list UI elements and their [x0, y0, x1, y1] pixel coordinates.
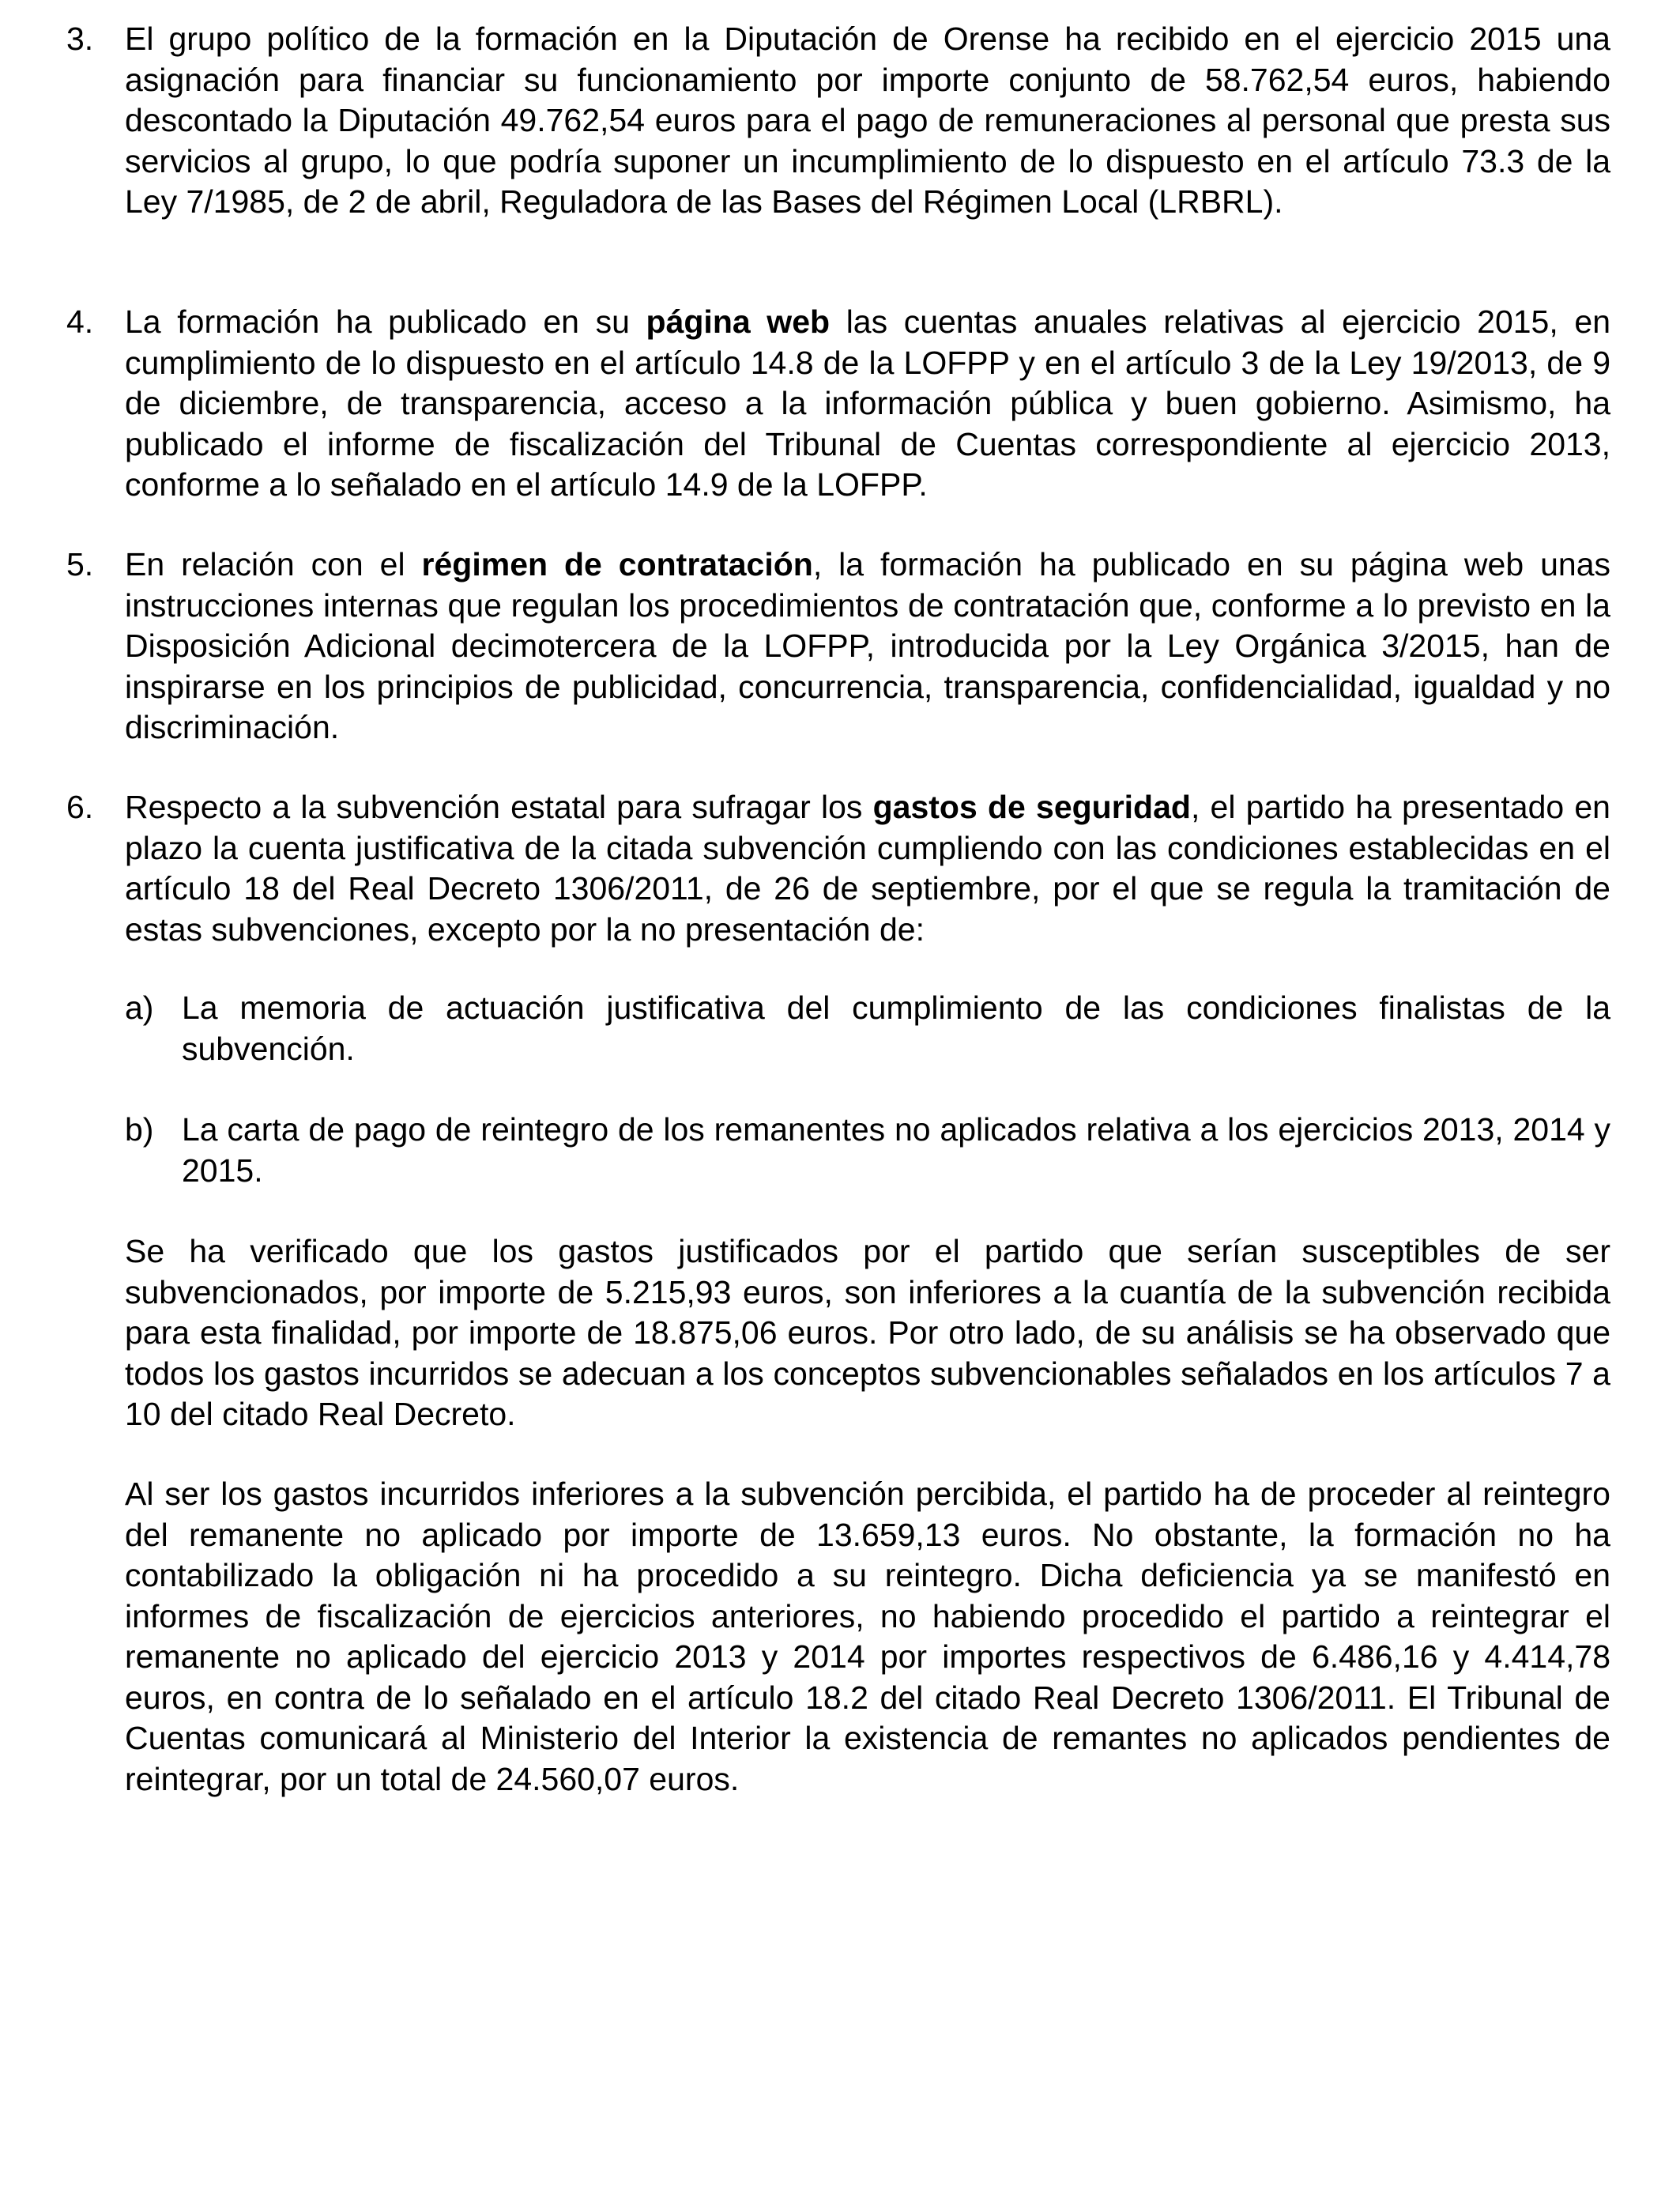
- list-item-text-start: En relación con el: [125, 546, 422, 582]
- body-paragraph: Se ha verificado que los gastos justificados por el partido que serían susceptibles de ser subvencionados, por importe de 5.215,93 euros, son inferiores a la cuantía de la subvención recibida para esta finalidad, por importe de 18.875,06 euros. Por otro lado, de su análisis se ha observado que todos los gastos incurridos se adecuan a los conceptos subvencionables señalados en los artículos 7 a 10 del citado Real Decreto.: [125, 1233, 1610, 1432]
- list-item-bold-term: página web: [646, 303, 831, 340]
- sub-item-a: [125, 988, 1610, 1069]
- list-item-text-end: , la formación ha publicado en su página web unas instrucciones internas que regulan los procedimientos de contratación que, conforme a lo previsto en la Disposición Adicional decimotercera de la LOFPP, introducida por la Ley Orgánica 3/2015, han de inspirarse en los principios de publicidad, concurrencia, transparencia, confidencialidad, igualdad y no discriminación.: [125, 546, 1610, 745]
- list-item-number: 3.: [66, 21, 94, 57]
- list-item-number: 5.: [66, 546, 94, 582]
- sub-item-text: La carta de pago de reintegro de los remanentes no aplicados relativa a los ejercicios 2013, 2014 y 2015.: [182, 1111, 1610, 1189]
- list-item-6: [66, 787, 1610, 950]
- list-item-text-start: La formación ha publicado en su: [125, 303, 646, 340]
- sub-item-letter: a): [125, 990, 154, 1026]
- list-item-5: [66, 545, 1610, 748]
- sub-item-letter: b): [125, 1111, 154, 1148]
- list-item-text-end: , el partido ha presentado en plazo la cuenta justificativa de la citada subvención cumpliendo con las condiciones establecidas en el artículo 18 del Real Decreto 1306/2011, de 26 de septiembre, por el que se regula la tramitación de estas subvenciones, excepto por la no presentación de:: [125, 789, 1610, 948]
- list-item-text-start: Respecto a la subvención estatal para sufragar los: [125, 789, 873, 825]
- list-item-text-end: las cuentas anuales relativas al ejercicio 2015, en cumplimiento de lo dispuesto en el artículo 14.8 de la LOFPP y en el artículo 3 de la Ley 19/2013, de 9 de diciembre, de transparencia, acceso a la información pública y buen gobierno. Asimismo, ha publicado el informe de fiscalización del Tribunal de Cuentas correspondiente al ejercicio 2013, conforme a lo señalado en el artículo 14.9 de la LOFPP.: [125, 303, 1610, 503]
- sub-item-text: La memoria de actuación justificativa del cumplimiento de las condiciones finalistas de la subvención.: [182, 990, 1610, 1067]
- list-item-bold-term: régimen de contratación: [421, 546, 813, 582]
- list-item-3: [66, 19, 1610, 223]
- list-item-number: 6.: [66, 789, 94, 825]
- list-item-number: 4.: [66, 303, 94, 340]
- list-item-4: [66, 302, 1610, 506]
- list-item-text: El grupo político de la formación en la Diputación de Orense ha recibido en el ejercicio 2015 una asignación para financiar su funcionamiento por importe conjunto de 58.762,54 euros, habiendo descontado la Diputación 49.762,54 euros para el pago de remuneraciones al personal que presta sus servicios al grupo, lo que podría suponer un incumplimiento de lo dispuesto en el artículo 73.3 de la Ley 7/1985, de 2 de abril, Reguladora de las Bases del Régimen Local (LRBRL).: [125, 21, 1610, 220]
- sub-item-b: [125, 1110, 1610, 1191]
- body-paragraph: Al ser los gastos incurridos inferiores a la subvención percibida, el partido ha de proceder al reintegro del remanente no aplicado por importe de 13.659,13 euros. No obstante, la formación no ha contabilizado la obligación ni ha procedido a su reintegro. Dicha deficiencia ya se manifestó en informes de fiscalización de ejercicios anteriores, no habiendo procedido el partido a reintegrar el remanente no aplicado del ejercicio 2013 y 2014 por importes respectivos de 6.486,16 y 4.414,78 euros, en contra de lo señalado en el artículo 18.2 del citado Real Decreto 1306/2011. El Tribunal de Cuentas comunicará al Ministerio del Interior la existencia de remantes no aplicados pendientes de reintegrar, por un total de 24.560,07 euros.: [125, 1476, 1610, 1797]
- list-item-bold-term: gastos de seguridad: [872, 789, 1191, 825]
